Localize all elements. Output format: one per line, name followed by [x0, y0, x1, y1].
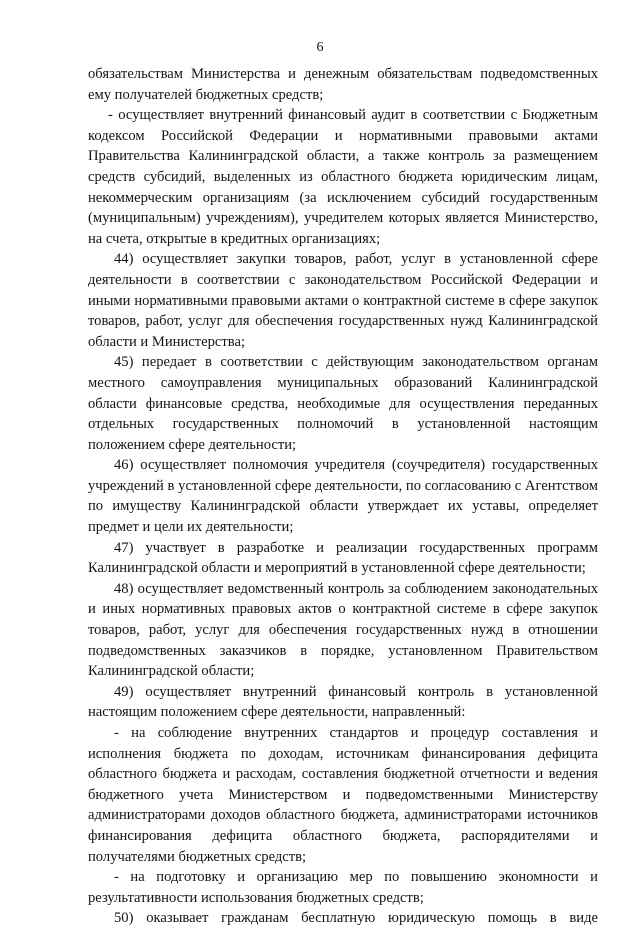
paragraph-item-49-subitem-2: - на подготовку и организацию мер по повышению экономности и результативности использования бюджетных средств; — [88, 869, 598, 906]
paragraph-item-49-subitem-1: - на соблюдение внутренних стандартов и процедур составления и исполнения бюджета по доходам, источникам финансирования дефицита областного бюджета и расходам, составления бюджетной отчетности и ведения бюджетного учета Министерством и подведомственными Министерству администраторами доходов областного бюджета, администраторами источников финансирования дефицита областного бюджета, распорядителями и получателями бюджетных средств; — [88, 725, 598, 865]
paragraph-item-50: 50) оказывает гражданам бесплатную юридическую помощь в виде — [114, 910, 598, 927]
document-body — [88, 64, 598, 929]
paragraph-item-46: 46) осуществляет полномочия учредителя (соучредителя) государственных учреждений в установленной сфере деятельности, по согласованию с Агентством по имуществу Калининградской области утверждает их уставы, определяет предмет и цели их деятельности; — [88, 457, 598, 536]
paragraph-item-47: 47) участвует в разработке и реализации государственных программ Калининградской области и мероприятий в установленной сфере деятельности; — [88, 539, 598, 577]
paragraph-continuation: обязательствам Министерства и денежным обязательствам подведомственных ему получателей бюджетных средств; — [88, 66, 598, 103]
paragraph-item-49: 49) осуществляет внутренний финансовый контроль в установленной настоящим положением сфере деятельности, направленный: — [88, 683, 598, 721]
paragraph-item-48: 48) осуществляет ведомственный контроль за соблюдением законодательных и иных нормативных правовых актов о контрактной системе в сфере закупок товаров, работ, услуг для обеспечения государственных нужд в отношении подведомственных заказчиков в порядке, установленном Правительством Калининградской области; — [88, 580, 598, 680]
page-number: 6 — [316, 40, 324, 55]
paragraph-item-45: 45) передает в соответствии с действующим законодательством органам местного самоуправления муниципальных образований Калининградской области финансовые средства, необходимые для осуществления переданных отдельных государственных полномочий в установленной настоящим положением сфере деятельности; — [88, 354, 598, 453]
paragraph-item-44: 44) осуществляет закупки товаров, работ, услуг в установленной сфере деятельности в соответствии с законодательством Российской Федерации и иными нормативными правовыми актами о контрактной системе в сфере закупок товаров, работ, услуг для обеспечения государственных нужд Калининградской области и Министерства; — [88, 251, 598, 350]
paragraph-internal-audit: - осуществляет внутренний финансовый аудит в соответствии с Бюджетным кодексом Российской Федерации и нормативными правовыми актами Правительства Калининградской области, а также контроль за размещением средств субсидий, выделенных из областного бюджета юридическим лицам, некоммерческим организациям (за исключением субсидий государственным (муниципальным) учреждениям), учредителем которых является Министерство, на счета, открытые в кредитных организациях; — [88, 107, 598, 247]
